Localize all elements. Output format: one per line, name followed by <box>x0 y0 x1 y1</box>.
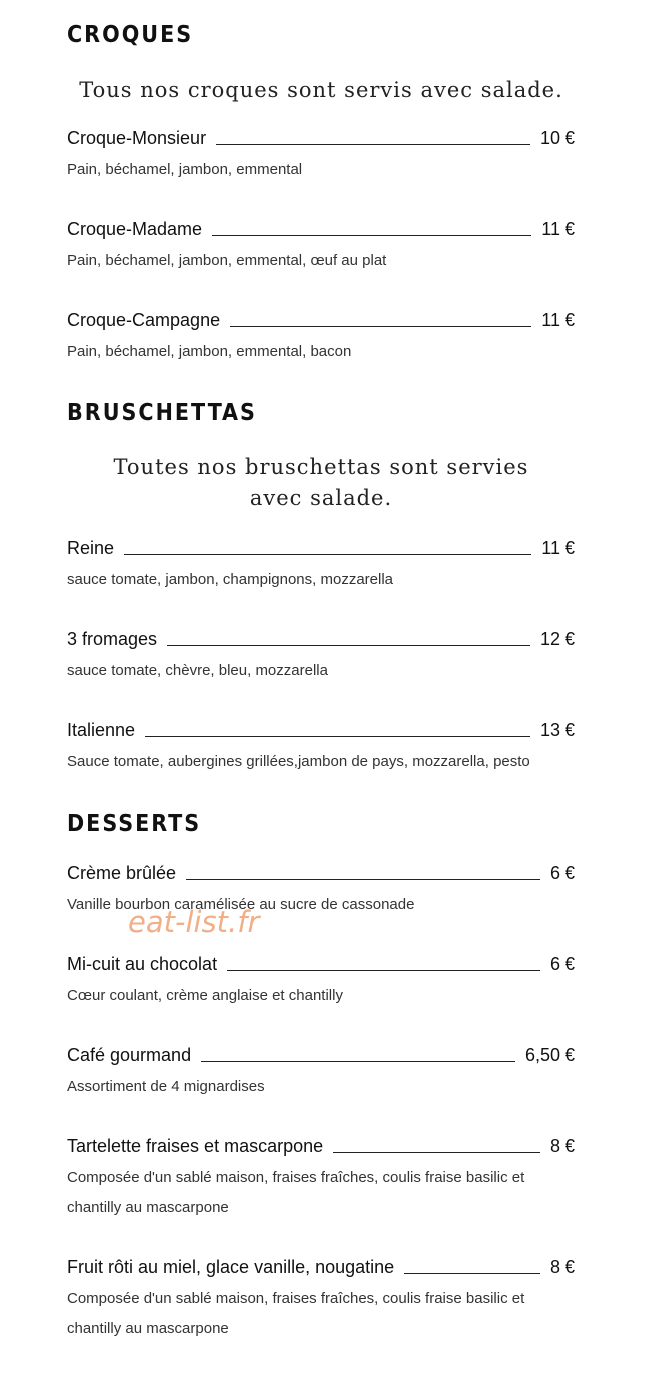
item-name: Croque-Monsieur <box>67 128 207 148</box>
menu-item <box>67 717 575 777</box>
leader-line <box>212 234 531 236</box>
item-description: sauce tomate, jambon, champignons, mozzarella <box>67 571 394 588</box>
item-description: Assortiment de 4 mignardises <box>67 1078 265 1095</box>
section-desserts <box>67 811 575 837</box>
leader-line <box>216 143 530 145</box>
menu-item <box>67 1133 575 1223</box>
leader-line <box>201 1060 515 1062</box>
section-subtitle: Toutes nos bruschettas sont servies avec salade. <box>113 455 529 510</box>
watermark-text: eat-list.fr <box>128 905 260 939</box>
leader-line <box>124 553 531 555</box>
leader-line <box>227 969 540 971</box>
item-price: 8 € <box>549 1136 575 1156</box>
item-price: 6 € <box>549 954 575 974</box>
item-price: 8 € <box>549 1257 575 1277</box>
item-price: 12 € <box>539 629 575 649</box>
menu-item <box>67 535 575 595</box>
item-name: Croque-Madame <box>67 219 203 239</box>
menu-item <box>67 307 575 367</box>
item-price: 13 € <box>539 720 575 740</box>
section-title: CROQUES <box>67 22 194 48</box>
item-price: 6 € <box>549 863 575 883</box>
item-description: Composée d'un sablé maison, fraises fraîches, coulis fraise basilic et chantilly au mascarpone <box>67 1169 525 1216</box>
menu-item <box>67 1042 575 1102</box>
leader-line <box>230 325 531 327</box>
item-name: Crème brûlée <box>67 863 177 883</box>
item-name: Mi-cuit au chocolat <box>67 954 218 974</box>
menu-item <box>67 626 575 686</box>
menu-item <box>67 216 575 276</box>
leader-line <box>333 1151 540 1153</box>
leader-line <box>167 644 530 646</box>
item-price: 11 € <box>541 538 575 558</box>
item-name: Reine <box>67 538 115 558</box>
item-price: 6,50 € <box>524 1045 575 1065</box>
item-description: Vanille bourbon caramélisée au sucre de cassonade <box>67 896 415 913</box>
section-title: BRUSCHETTAS <box>67 400 257 426</box>
item-description: Pain, béchamel, jambon, emmental, bacon <box>67 343 352 360</box>
leader-line <box>186 878 540 880</box>
menu-item <box>67 951 575 1011</box>
item-description: Composée d'un sablé maison, fraises fraîches, coulis fraise basilic et chantilly au mascarpone <box>67 1290 525 1337</box>
item-price: 10 € <box>539 128 575 148</box>
item-name: Fruit rôti au miel, glace vanille, nougatine <box>67 1257 395 1277</box>
item-description: Cœur coulant, crème anglaise et chantilly <box>67 987 343 1004</box>
item-name: Croque-Campagne <box>67 310 221 330</box>
item-name: 3 fromages <box>67 629 158 649</box>
leader-line <box>145 735 530 737</box>
item-name: Tartelette fraises et mascarpone <box>67 1136 324 1156</box>
leader-line <box>404 1272 540 1274</box>
item-name: Café gourmand <box>67 1045 192 1065</box>
section-croques <box>67 22 575 102</box>
item-description: Pain, béchamel, jambon, emmental, œuf au plat <box>67 252 387 269</box>
menu-item <box>67 125 575 185</box>
item-description: sauce tomate, chèvre, bleu, mozzarella <box>67 662 328 679</box>
item-price: 11 € <box>541 219 575 239</box>
menu-item <box>67 1254 575 1344</box>
item-price: 11 € <box>541 310 575 330</box>
section-bruschettas <box>67 400 575 510</box>
item-name: Italienne <box>67 720 136 740</box>
item-description: Sauce tomate, aubergines grillées,jambon de pays, mozzarella, pesto <box>67 753 530 770</box>
item-description: Pain, béchamel, jambon, emmental <box>67 161 303 178</box>
section-title: DESSERTS <box>67 811 202 837</box>
section-subtitle: Tous nos croques sont servis avec salade. <box>79 78 563 102</box>
